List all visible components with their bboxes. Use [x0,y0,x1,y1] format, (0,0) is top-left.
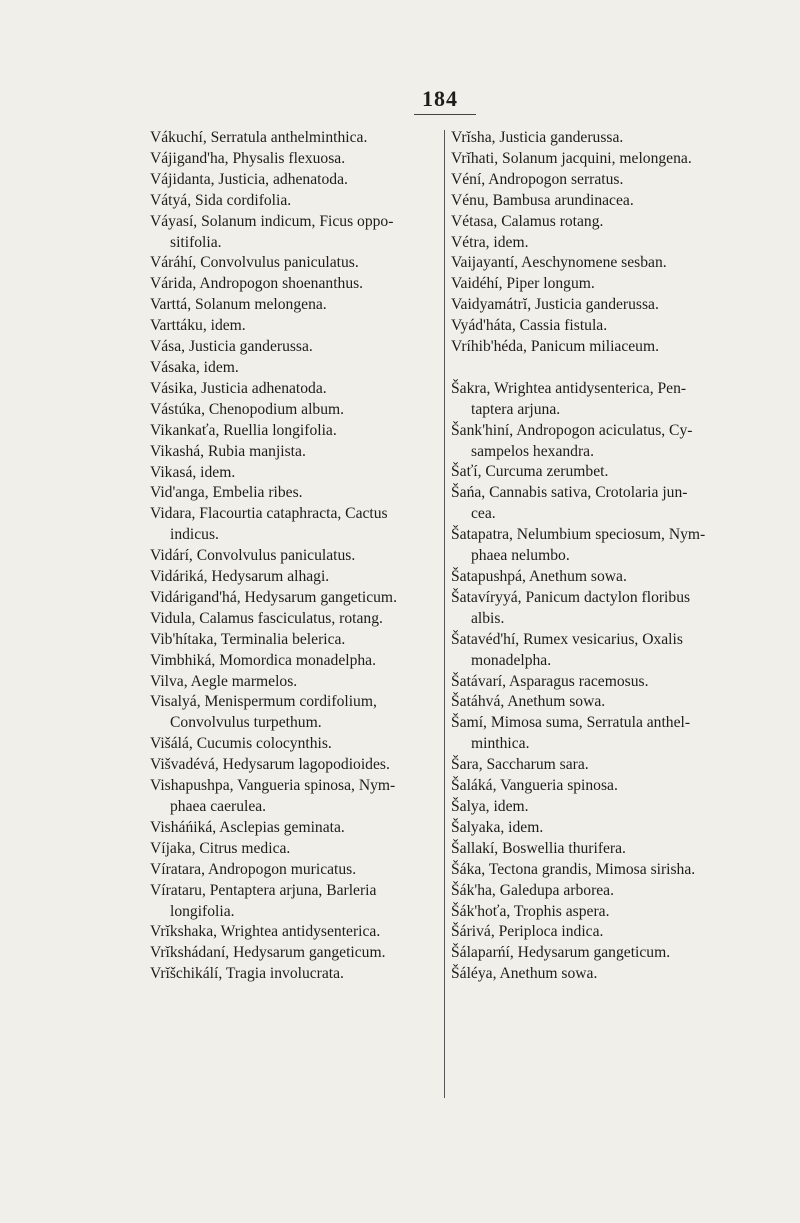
entry-line: Šatavíryyá, Panicum dactylon floribus [451,588,691,606]
glossary-entry [451,379,751,421]
glossary-entry [451,630,751,672]
entry-line: Višvadévá, Hedysarum lagopodioides. [150,756,390,774]
entry-line: Vírataru, Pentaptera arjuna, Barleria [150,881,377,899]
glossary-entry [451,839,751,860]
entry-line: Vétasa, Calamus rotang. [451,212,604,230]
entry-line: Vikankaťa, Ruellia longifolia. [150,421,337,439]
glossary-entry [451,525,751,567]
glossary-entry [150,734,435,755]
entry-line: Šatapushpá, Anethum sowa. [451,568,627,586]
entry-line: Vaijayantí, Aeschynomene sesban. [451,254,667,272]
glossary-entry [150,442,435,463]
entry-line: Vrĭhati, Solanum jacquini, melongena. [451,149,692,167]
glossary-entry [451,567,751,588]
glossary-entry [451,462,751,483]
glossary-entry [451,776,751,797]
entry-line: Šatapatra, Nelumbium speciosum, Nym- [451,526,706,544]
entry-line: Vaidéhí, Piper longum. [451,275,595,293]
entry-line: Vrĭkshádaní, Hedysarum gangeticum. [150,944,386,962]
entry-line: Varttá, Solanum melongena. [150,296,327,314]
entry-continuation-line: minthica. [471,735,530,753]
entry-line: Šáléya, Anethum sowa. [451,965,598,983]
entry-continuation-line: taptera arjuna. [471,400,561,418]
entry-line: Vájidanta, Justicia, adhenatoda. [150,170,348,188]
glossary-entry [150,964,435,985]
glossary-entry [150,191,435,212]
entry-line: Vilva, Aegle marmelos. [150,672,298,690]
entry-line: Vásika, Justicia adhenatoda. [150,379,327,397]
entry-line: Varttáku, idem. [150,317,246,335]
glossary-entry [451,860,751,881]
glossary-entry [150,274,435,295]
entry-line: Šaláká, Vangueria spinosa. [451,777,618,795]
glossary-entry [150,358,435,379]
glossary-entry [451,421,751,463]
entry-line: Šara, Saccharum sara. [451,756,589,774]
entry-continuation-line: longifolia. [170,902,235,920]
entry-line: Véní, Andropogon serratus. [451,170,624,188]
page-number-rule [414,114,476,115]
glossary-entry [451,797,751,818]
glossary-entry [150,379,435,400]
glossary-entry [451,943,751,964]
entry-continuation-line: sampelos hexandra. [471,442,594,460]
glossary-entry [150,567,435,588]
glossary-entry [150,672,435,693]
entry-continuation-line: sitifolia. [170,233,222,251]
glossary-entry [150,588,435,609]
entry-line: Vyád'háta, Cassia fistula. [451,317,608,335]
glossary-entry [150,818,435,839]
glossary-entry [150,212,435,254]
glossary-entry [150,483,435,504]
entry-line: Vrĭšchikálí, Tragia involucrata. [150,965,344,983]
glossary-entry [451,881,751,902]
entry-continuation-line: monadelpha. [471,651,552,669]
glossary-entry [150,400,435,421]
entry-line: Vásaka, idem. [150,358,239,376]
entry-line: Vib'hítaka, Terminalia belerica. [150,630,346,648]
entry-line: Vátyá, Sida cordifolia. [150,191,292,209]
glossary-entry [150,943,435,964]
glossary-entry [150,128,435,149]
glossary-entry [150,170,435,191]
entry-line: Vikashá, Rubia manjista. [150,442,306,460]
entry-line: Vidáriká, Hedysarum alhagi. [150,568,330,586]
entry-line: Šallakí, Boswellia thurifera. [451,839,626,857]
entry-line: Vríhib'héda, Panicum miliaceum. [451,338,660,356]
section-gap [451,358,751,379]
glossary-entry [150,755,435,776]
glossary-entry [451,128,751,149]
entry-line: Vástúka, Chenopodium album. [150,400,345,418]
entry-line: Víratara, Andropogon muricatus. [150,860,357,878]
entry-line: Vrĭsha, Justicia ganderussa. [451,129,624,146]
glossary-entry [150,149,435,170]
glossary-entry [451,692,751,713]
glossary-entry [451,212,751,233]
glossary-entry [451,191,751,212]
left-column [150,128,435,985]
glossary-entry [150,881,435,923]
entry-line: Šatavéd'hí, Rumex vesicarius, Oxalis [451,630,683,648]
entry-continuation-line: albis. [471,609,505,627]
entry-line: Šatáhvá, Anethum sowa. [451,693,606,711]
entry-line: Váyasí, Solanum indicum, Ficus oppo- [150,212,394,230]
entry-line: Vénu, Bambusa arundinacea. [451,191,634,209]
entry-line: Šakra, Wrightea antidysenterica, Pen- [451,379,687,397]
entry-line: Váráhí, Convolvulus paniculatus. [150,254,359,272]
entry-continuation-line: indicus. [170,526,219,544]
entry-line: Vaidyamátrĭ, Justicia ganderussa. [451,296,659,314]
entry-line: Visalyá, Menispermum cordifolium, [150,693,377,711]
glossary-entry [451,149,751,170]
glossary-entry [150,860,435,881]
glossary-entry [150,253,435,274]
glossary-entry [451,337,751,358]
entry-line: Šamí, Mimosa suma, Serratula anthel- [451,714,691,732]
glossary-entry [451,818,751,839]
glossary-entry [150,839,435,860]
entry-line: Šaťí, Curcuma zerumbet. [451,463,609,481]
glossary-entry [451,233,751,254]
entry-line: Šák'ha, Galedupa arborea. [451,881,615,899]
entry-continuation-line: Convolvulus turpethum. [170,714,322,732]
glossary-entry [451,713,751,755]
entry-continuation-line: phaea nelumbo. [471,547,570,565]
glossary-entry [451,902,751,923]
glossary-entry [150,316,435,337]
glossary-entry [451,964,751,985]
glossary-entry [150,776,435,818]
right-column [451,128,751,985]
glossary-entry [150,546,435,567]
entry-line: Vidara, Flacourtia cataphracta, Cactus [150,505,388,523]
glossary-entry [150,630,435,651]
glossary-entry [451,755,751,776]
entry-line: Višálá, Cucumis colocynthis. [150,735,332,753]
entry-line: Vishapushpa, Vangueria spinosa, Nym- [150,777,396,795]
entry-line: Šańa, Cannabis sativa, Crotolaria jun- [451,484,688,502]
entry-line: Vása, Justicia ganderussa. [150,338,313,356]
entry-line: Vimbhiká, Momordica monadelpha. [150,651,376,669]
entry-line: Šák'hoťa, Trophis aspera. [451,902,610,920]
glossary-entry [451,672,751,693]
glossary-entry [451,170,751,191]
glossary-entry [451,922,751,943]
entry-continuation-line: cea. [471,505,496,523]
entry-line: Šalya, idem. [451,797,529,815]
entry-line: Vidula, Calamus fasciculatus, rotang. [150,609,383,627]
glossary-entry [150,692,435,734]
entry-line: Vikasá, idem. [150,463,236,481]
glossary-entry [150,421,435,442]
glossary-entry [150,295,435,316]
entry-line: Vétra, idem. [451,233,529,251]
glossary-entry [451,588,751,630]
entry-line: Šálaparńí, Hedysarum gangeticum. [451,944,671,962]
page-number: 184 [422,86,458,111]
entry-line: Šank'hiní, Andropogon aciculatus, Cy- [451,421,693,439]
glossary-entry [150,504,435,546]
entry-line: Šatávarí, Asparagus racemosus. [451,672,649,690]
entry-line: Visháńiká, Asclepias geminata. [150,818,345,836]
glossary-entry [150,651,435,672]
entry-line: Víjaka, Citrus medica. [150,839,291,857]
glossary-entry [451,253,751,274]
entry-line: Vákuchí, Serratula anthelminthica. [150,129,368,146]
glossary-entry [150,337,435,358]
glossary-entry [150,609,435,630]
glossary-entry [451,274,751,295]
entry-line: Šárivá, Periploca indica. [451,923,604,941]
entry-line: Vrĭkshaka, Wrightea antidysenterica. [150,923,381,941]
glossary-entry [451,483,751,525]
glossary-entry [451,295,751,316]
entry-line: Vidárí, Convolvulus paniculatus. [150,547,356,565]
glossary-entry [451,316,751,337]
column-divider [444,130,445,1098]
entry-continuation-line: phaea caerulea. [170,798,267,815]
entry-line: Várida, Andropogon shoenanthus. [150,275,364,293]
entry-line: Šalyaka, idem. [451,818,544,836]
glossary-entry [150,463,435,484]
entry-line: Šáka, Tectona grandis, Mimosa sirisha. [451,860,696,878]
glossary-entry [150,922,435,943]
entry-line: Vid'anga, Embelia ribes. [150,484,303,502]
entry-line: Vidárigand'há, Hedysarum gangeticum. [150,588,397,606]
entry-line: Vájigand'ha, Physalis flexuosa. [150,149,346,167]
